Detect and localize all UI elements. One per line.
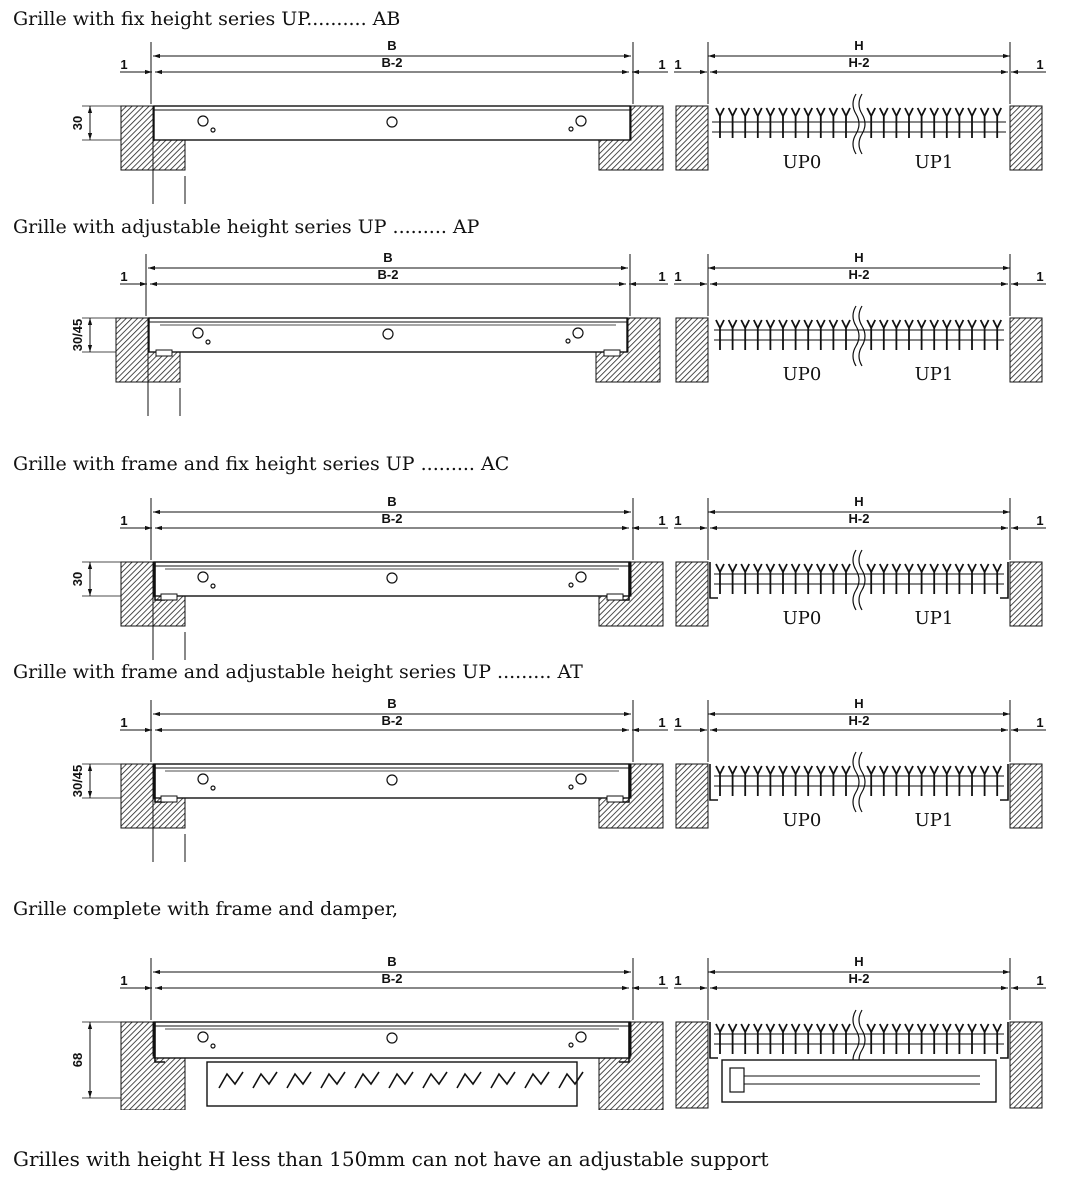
dim-label-1: 1 — [120, 269, 128, 284]
grille-fin — [829, 1024, 837, 1054]
grille-fin — [867, 766, 875, 796]
label-up0: UP0 — [782, 152, 822, 173]
label-up1: UP1 — [914, 810, 954, 831]
concrete-left — [676, 764, 708, 828]
grille-fin — [981, 320, 989, 350]
mounting-hole — [387, 775, 397, 785]
grille-fin — [741, 108, 749, 138]
break-mark — [859, 306, 865, 366]
grille-fin — [716, 108, 724, 138]
grille-fin — [842, 1024, 850, 1054]
dim-label-1: 1 — [1036, 269, 1044, 284]
grille-fin — [741, 564, 749, 594]
grille-fin — [955, 320, 963, 350]
dim-label-1: 1 — [1036, 513, 1044, 528]
grille-fin — [880, 1024, 888, 1054]
support-right — [607, 594, 623, 600]
section-2-title: Grille with adjustable height series UP ......... AP — [13, 216, 480, 238]
grille-fin — [968, 766, 976, 796]
break-mark — [853, 306, 859, 366]
mounting-hole — [211, 786, 215, 790]
mounting-hole — [576, 774, 586, 784]
grille-fin — [955, 766, 963, 796]
grille-fin — [918, 108, 926, 138]
dim-label-1: 1 — [658, 57, 666, 72]
dim-label-h: H — [854, 494, 864, 509]
grille-fin — [817, 108, 825, 138]
mounting-hole — [387, 117, 397, 127]
label-up1: UP1 — [914, 364, 954, 385]
grille-fin — [867, 320, 875, 350]
grille-fin — [754, 1024, 762, 1054]
grille-fin — [766, 766, 774, 796]
grille-fin — [955, 1024, 963, 1054]
grille-fin — [792, 766, 800, 796]
grille-fin — [754, 564, 762, 594]
grille-fin — [804, 320, 812, 350]
mounting-hole — [569, 583, 573, 587]
mounting-hole — [569, 1043, 573, 1047]
grille-fin — [905, 766, 913, 796]
mounting-hole — [198, 572, 208, 582]
grille-fin — [930, 1024, 938, 1054]
grille-fin — [930, 766, 938, 796]
dim-label-1: 1 — [674, 973, 682, 988]
grille-fin — [804, 564, 812, 594]
grille-fin — [905, 320, 913, 350]
dim-label-height: 30 — [70, 115, 85, 131]
diagram-ac — [0, 490, 1080, 660]
grille-fin — [792, 1024, 800, 1054]
grille-fin — [880, 108, 888, 138]
grille-fin — [943, 564, 951, 594]
grille-fin — [880, 766, 888, 796]
dim-label-height: 30/45 — [70, 764, 85, 798]
dim-label-h: H — [854, 954, 864, 969]
grille-fin — [842, 564, 850, 594]
grille-fin — [842, 320, 850, 350]
label-up0: UP0 — [782, 810, 822, 831]
grille-fin — [892, 766, 900, 796]
grille-fin — [867, 564, 875, 594]
grille-fin — [754, 766, 762, 796]
grille-fin — [993, 564, 1001, 594]
grille-fin — [892, 564, 900, 594]
grille-fin — [993, 766, 1001, 796]
mounting-hole — [387, 1033, 397, 1043]
grille-fin — [892, 320, 900, 350]
label-up1: UP1 — [914, 152, 954, 173]
grille-fin — [754, 108, 762, 138]
dim-label-1: 1 — [120, 973, 128, 988]
grille-fin — [905, 1024, 913, 1054]
grille-fin — [993, 108, 1001, 138]
diagram-ap — [0, 246, 1080, 416]
grille-fin — [905, 564, 913, 594]
grille-fin — [754, 320, 762, 350]
grille-fin — [943, 108, 951, 138]
mounting-hole — [569, 127, 573, 131]
grille-fin — [804, 1024, 812, 1054]
dim-label-b: B — [387, 954, 397, 969]
grille-fin — [968, 1024, 976, 1054]
grille-fin — [716, 320, 724, 350]
label-up0: UP0 — [782, 608, 822, 629]
grille-fin — [817, 564, 825, 594]
dim-label-h2: H-2 — [848, 55, 870, 70]
grille-fin — [766, 108, 774, 138]
section-1-title: Grille with fix height series UP.......... AB — [13, 8, 401, 30]
break-mark — [853, 94, 859, 154]
grille-fin — [817, 1024, 825, 1054]
dim-label-h: H — [854, 38, 864, 53]
dim-label-height: 30 — [70, 571, 85, 587]
grille-fin — [741, 766, 749, 796]
label-up1: UP1 — [914, 608, 954, 629]
grille-fin — [880, 320, 888, 350]
grille-fin — [729, 1024, 737, 1054]
damper-body — [722, 1060, 996, 1102]
grille-fin — [968, 108, 976, 138]
grille-fin — [729, 766, 737, 796]
concrete-right — [1010, 1022, 1042, 1108]
concrete-left — [676, 318, 708, 382]
mounting-hole — [206, 340, 210, 344]
grille-fin — [955, 564, 963, 594]
mounting-hole — [193, 328, 203, 338]
mounting-hole — [387, 573, 397, 583]
mounting-hole — [198, 116, 208, 126]
frame-right — [1000, 1022, 1008, 1058]
mounting-hole — [198, 774, 208, 784]
grille-fin — [968, 320, 976, 350]
grille-fin — [842, 108, 850, 138]
grille-fin — [766, 564, 774, 594]
frame-right — [1000, 562, 1008, 598]
dim-label-b2: B-2 — [381, 511, 403, 526]
grille-fin — [829, 564, 837, 594]
dim-label-1: 1 — [658, 513, 666, 528]
dim-label-b2: B-2 — [381, 55, 403, 70]
grille-fin — [943, 1024, 951, 1054]
grille-fin — [829, 320, 837, 350]
grille-fin — [716, 564, 724, 594]
grille-fin — [779, 1024, 787, 1054]
grille-fin — [766, 320, 774, 350]
grille-fin — [918, 766, 926, 796]
grille-fin — [981, 564, 989, 594]
break-mark — [859, 752, 865, 812]
dim-label-b: B — [387, 494, 397, 509]
concrete-right — [1010, 764, 1042, 828]
dim-label-h2: H-2 — [848, 971, 870, 986]
dim-label-1: 1 — [658, 715, 666, 730]
grille-fin — [779, 564, 787, 594]
grille-fin — [779, 320, 787, 350]
concrete-left — [676, 106, 708, 170]
dim-label-1: 1 — [674, 57, 682, 72]
dim-label-b: B — [387, 38, 397, 53]
concrete-left — [676, 562, 708, 626]
diagram-ab — [0, 34, 1080, 204]
dim-label-1: 1 — [120, 57, 128, 72]
dim-label-1: 1 — [120, 715, 128, 730]
frame-right — [1000, 764, 1008, 800]
grille-fin — [741, 320, 749, 350]
grille-fin — [905, 108, 913, 138]
footer-note: Grilles with height H less than 150mm can not have an adjustable support — [13, 1147, 769, 1171]
dim-label-h2: H-2 — [848, 267, 870, 282]
grille-fin — [842, 766, 850, 796]
dim-label-1: 1 — [1036, 715, 1044, 730]
grille-fin — [943, 766, 951, 796]
grille-fin — [930, 320, 938, 350]
grille-fin — [892, 108, 900, 138]
concrete-right — [1010, 318, 1042, 382]
grille-fin — [729, 564, 737, 594]
grille-fin — [867, 108, 875, 138]
grille-fin — [918, 320, 926, 350]
concrete-right — [1010, 562, 1042, 626]
diagram-damper — [0, 950, 1080, 1110]
grille-fin — [817, 766, 825, 796]
concrete-right — [1010, 106, 1042, 170]
dim-label-1: 1 — [658, 973, 666, 988]
grille-fin — [716, 1024, 724, 1054]
mounting-hole — [573, 328, 583, 338]
grille-fin — [993, 1024, 1001, 1054]
mounting-hole — [576, 116, 586, 126]
grille-fin — [892, 1024, 900, 1054]
grille-fin — [766, 1024, 774, 1054]
break-mark — [853, 550, 859, 610]
support-left — [161, 796, 177, 802]
section-4-title: Grille with frame and adjustable height series UP ......... AT — [13, 661, 583, 683]
mounting-hole — [211, 584, 215, 588]
grille-fin — [829, 766, 837, 796]
grille-fin — [729, 320, 737, 350]
grille-fin — [918, 1024, 926, 1054]
diagram-at — [0, 692, 1080, 862]
dim-label-b2: B-2 — [377, 267, 399, 282]
grille-fin — [804, 766, 812, 796]
grille-fin — [918, 564, 926, 594]
grille-fin — [981, 766, 989, 796]
dim-label-h2: H-2 — [848, 713, 870, 728]
mounting-hole — [576, 572, 586, 582]
grille-fin — [981, 108, 989, 138]
grille-fin — [981, 1024, 989, 1054]
grille-fin — [792, 108, 800, 138]
dim-label-h: H — [854, 250, 864, 265]
dim-label-1: 1 — [674, 513, 682, 528]
grille-fin — [779, 766, 787, 796]
label-up0: UP0 — [782, 364, 822, 385]
dim-label-height: 30/45 — [70, 318, 85, 352]
mounting-hole — [569, 785, 573, 789]
dim-label-1: 1 — [120, 513, 128, 528]
grille-fin — [968, 564, 976, 594]
grille-fin — [817, 320, 825, 350]
dim-label-height: 68 — [70, 1052, 85, 1068]
dim-label-b: B — [383, 250, 393, 265]
grille-fin — [804, 108, 812, 138]
grille-fin — [829, 108, 837, 138]
grille-fin — [792, 564, 800, 594]
dim-label-1: 1 — [1036, 57, 1044, 72]
dim-label-h2: H-2 — [848, 511, 870, 526]
break-mark — [859, 550, 865, 610]
grille-fin — [779, 108, 787, 138]
grille-fin — [867, 1024, 875, 1054]
dim-label-b2: B-2 — [381, 971, 403, 986]
section-5-title: Grille complete with frame and damper, — [13, 898, 398, 920]
support-right — [604, 350, 620, 356]
grille-fin — [930, 564, 938, 594]
concrete-left — [676, 1022, 708, 1108]
grille-fin — [993, 320, 1001, 350]
section-3-title: Grille with frame and fix height series UP ......... AC — [13, 453, 510, 475]
mounting-hole — [566, 339, 570, 343]
dim-label-b2: B-2 — [381, 713, 403, 728]
grille-fin — [729, 108, 737, 138]
dim-label-1: 1 — [674, 715, 682, 730]
grille-fin — [716, 766, 724, 796]
dim-label-1: 1 — [658, 269, 666, 284]
grille-fin — [955, 108, 963, 138]
mounting-hole — [383, 329, 393, 339]
support-left — [156, 350, 172, 356]
dim-label-1: 1 — [674, 269, 682, 284]
support-right — [607, 796, 623, 802]
grille-fin — [880, 564, 888, 594]
dim-label-1: 1 — [1036, 973, 1044, 988]
break-mark — [859, 94, 865, 154]
mounting-hole — [198, 1032, 208, 1042]
dim-label-h: H — [854, 696, 864, 711]
support-left — [161, 594, 177, 600]
mounting-hole — [576, 1032, 586, 1042]
grille-fin — [741, 1024, 749, 1054]
dim-label-b: B — [387, 696, 397, 711]
grille-fin — [930, 108, 938, 138]
mounting-hole — [211, 1044, 215, 1048]
grille-fin — [943, 320, 951, 350]
damper-mechanism — [730, 1068, 744, 1092]
grille-fin — [792, 320, 800, 350]
mounting-hole — [211, 128, 215, 132]
break-mark — [853, 752, 859, 812]
